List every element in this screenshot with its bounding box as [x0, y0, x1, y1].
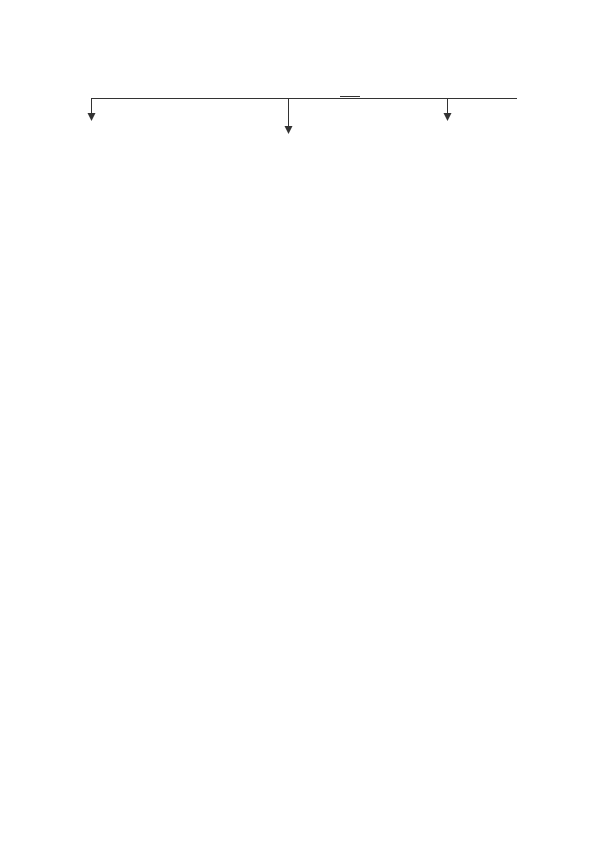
document-page: [70, 51, 556, 144]
arrow-down-icon: [284, 98, 293, 134]
ontogenez-diagram: [70, 51, 556, 144]
arrow-down-icon: [443, 98, 452, 121]
diagram-top-tick: [340, 96, 360, 97]
arrow-down-icon: [87, 98, 96, 121]
diagram-branch-line: [91, 98, 517, 99]
